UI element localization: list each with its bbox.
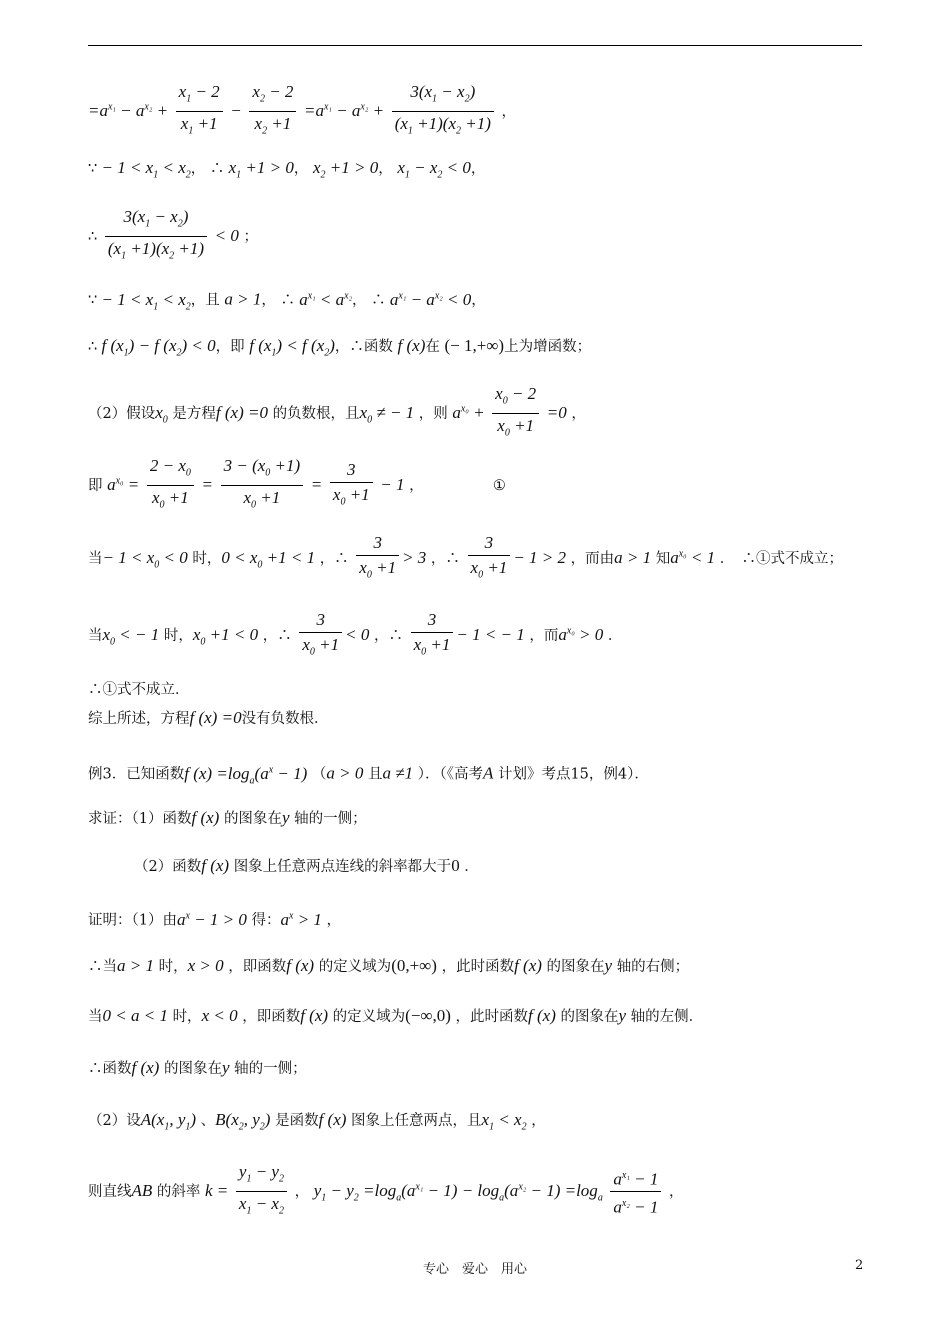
line-6: （2）假设$x_0$ 是方程f (x) =0 的负数根，且$x_0$ ≠ − 1 ，则 $a^{x_0}$ + $\frac{x_0 - 2}{x_0 +1}$ =0 ， [88,384,586,439]
header-rule [88,45,862,46]
line-20: 则直线AB 的斜率 k = $\frac{y_1 - y_2}{x_1 - x_2}$ ， $y_1 - y_2 =\log_a(a^{x_1} - 1) - \log_a(a^{x_2} - 1) =\log_a$ $\frac{a^{x_1} - 1}{a^{x_2} - 1}$ ， [88,1162,684,1218]
line-2: ∵ − $1 < x_1 < x_2$， ∴ $x_1 +1 > 0$， $x_2 +1 > 0$， $x_1 - x_2 < 0$， [88,158,486,181]
line-19: （2）设$A(x_1$, $y_1$) 、$B(x_2$, $y_2$) 是函数f (x) 图象上任意两点，且$x_1 < x_2$ ， [88,1110,546,1133]
line-4: ∵ − $1 < x_1 < x_2$，且 a > 1， ∴ $a^{x_1} < a^{x_2}$， ∴ $a^{x_1} - a^{x_2} < 0$， [88,289,486,313]
line-14: （2）函数f (x) 图象上任意两点连线的斜率都大于0 ． [134,856,479,875]
line-1: $=a^{x_1} - a^{x_2}$ + $\frac{x_1 - 2}{x_1 +1}$ − $\frac{x_2 - 2}{x_2 +1}$ $=a^{x_1} - a^{x_2}$ + $\frac{3(x_1 - x_2)}{(x_1 +1)(x_2 +1)}$ ， [88,82,516,137]
line-13: 求证：（1）函数f (x) 的图象在y 轴的一侧； [88,808,367,827]
line-18: ∴函数f (x) 的图象在y 轴的一侧； [88,1058,307,1077]
line-9: 当$x_0$ < − 1 时，$x_0 +1 < 0$ ，∴ $\frac{3}{x_0 +1}$ < 0 ，∴ $\frac{3}{x_0 +1}$ − 1 < − 1 ，而$a^{x_0} > 0$ ． [88,610,623,658]
line-5: ∴ f $(x_1) - f$ $(x_2) < 0$，即 f $(x_1) < f$ $(x_2)$，∴函数 f (x)在 (− 1,+∞)上为增函数； [88,336,592,359]
page-number: 2 [855,1258,864,1273]
line-12: 例3．已知函数f $(x) =\log_a(a^x - 1) (a > 0$ 且a ≠1 ）．（《高考A 计划》考点15，例4）． [88,763,649,787]
line-17: 当0 < a < 1 时，x < 0 ，即函数f (x) 的定义域为(−∞,0) ，此时函数f (x) 的图象在y 轴的左侧． [88,1006,704,1025]
line-7: 即 $a^{x_0}$ = $\frac{2 - x_0}{x_0 +1}$ = $\frac{3 - (x_0 +1)}{x_0 +1}$ = $\frac{3}{x_0 +1}$ − 1 ， ① [88,456,506,511]
line-3: ∴ $\frac{3(x_1 - x_2)}{(x_1 +1)(x_2 +1)}$ < 0 ； [88,207,258,262]
line-11: 综上所述，方程f (x) =0没有负数根． [88,708,329,727]
line-16: ∴当a > 1 时，x > 0 ，即函数f (x) 的定义域为(0,+∞) ，此时函数f (x) 的图象在y 轴的右侧； [88,956,690,975]
line-8: 当− $1 < x_0 < 0$ 时，$0 < x_0 +1 < 1$ ，∴ $\frac{3}{x_0 +1}$ > 3 ，∴ $\frac{3}{x_0 +1}$ − 1 > 2 ，而由a > 1 知$a^{x_0} < 1$ ． ∴①式不成立； [88,533,843,581]
line-10: ∴①式不成立． [88,682,190,698]
page-footer: 专心 爱心 用心 [422,1262,527,1277]
line-15: 证明：（1）由$a^x - 1 > 0$ 得：$a^x > 1$ ， [88,909,342,929]
